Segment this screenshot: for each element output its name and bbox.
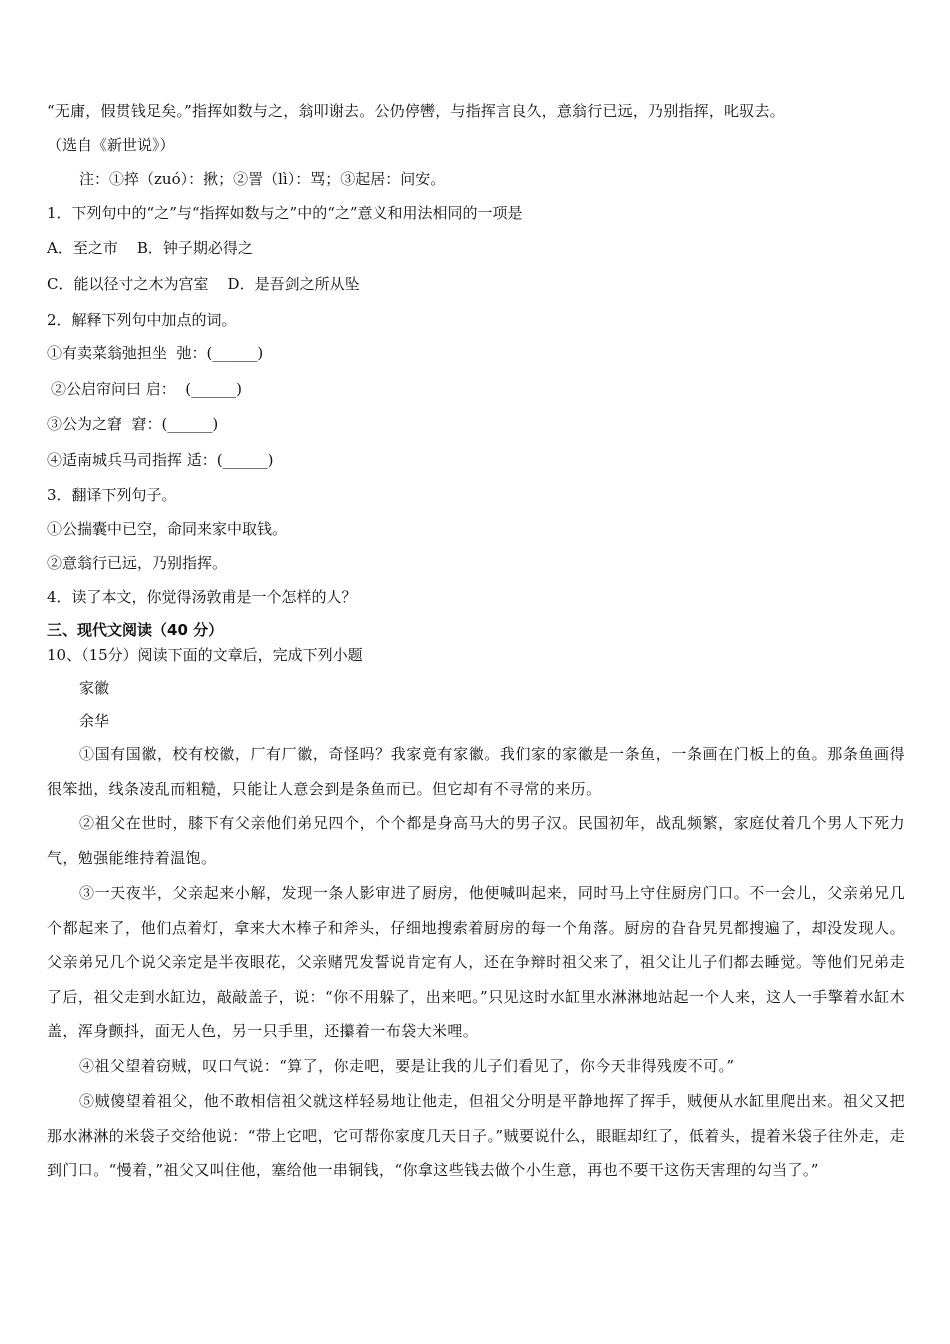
question-4: 4．读了本文，你觉得汤敦甫是一个怎样的人？: [47, 588, 357, 606]
question-1-options-ab: A．至之市 B．钟子期必得之: [47, 239, 253, 257]
question-1-options-cd: C．能以径寸之木为宫室 D．是吾剑之所从坠: [47, 275, 360, 293]
question-1: 1．下列句中的“之”与“指挥如数与之”中的“之”意义和用法相同的一项是: [47, 204, 523, 222]
article-title: 家徽: [79, 679, 110, 697]
question-2-item-2: ②公启帘问曰 启： (______): [51, 380, 243, 398]
question-2-item-4: ④适南城兵马司指挥 适：(______): [47, 451, 274, 469]
section-heading: 三、现代文阅读（40 分）: [47, 621, 224, 639]
classical-text-line: “无庸，假贯钱足矣。”指挥如数与之，翁叩谢去。公仍停轡，与指挥言良久，意翁行已远，乃别指挥，叱驭去。: [47, 102, 785, 120]
question-2-item-3: ③公为之窘 窘：(______): [47, 415, 219, 433]
question-10: 10、（15分）阅读下面的文章后，完成下列小题: [47, 646, 363, 664]
question-3-item-2: ②意翁行已远，乃别指挥。: [47, 554, 228, 572]
question-3: 3．翻译下列句子。: [47, 486, 177, 504]
article-paragraph-5: ⑤贼傻望着祖父，他不敢相信祖父就这样轻易地让他走，但祖父分明是平静地挥了挥手，贼便从水缸里爬出来。祖父又把那水淋淋的米袋子交给他说：“带上它吧，它可帮你家度几天日子。”贼要说什么，眼眶却红了，低着头，提着米袋子往外走，走到门口。“慢着，”祖父又叫住他，塞给他一串铜钱，“你拿这些钱去做个小生意，再也不要干这伤天害理的勾当了。”: [47, 1092, 905, 1179]
article-author: 余华: [79, 712, 110, 730]
article-paragraph-2: ②祖父在世时，膝下有父亲他们弟兄四个，个个都是身高马大的男子汉。民国初年，战乱频繁，家庭仗着几个男人下死力气，勉强能维持着温饱。: [47, 814, 905, 867]
article-paragraph-1: ①国有国徽，校有校徽，厂有厂徽，奇怪吗？我家竟有家徽。我们家的家徽是一条鱼，一条画在门板上的鱼。那条鱼画得很笨拙，线条凌乱而粗糙，只能让人意会到是条鱼而已。但它却有不寻常的来历。: [47, 745, 905, 798]
question-2: 2．解释下列句中加点的词。: [47, 311, 237, 329]
annotation-notes: 注：①捽（zuó）：揪；②詈（lì）：骂；③起居：问安。: [79, 170, 446, 188]
question-2-item-1: ①有卖菜翁弛担坐 弛：(______): [47, 344, 264, 362]
source-citation: （选自《新世说》）: [47, 136, 175, 154]
question-3-item-1: ①公揣囊中已空，命同来家中取钱。: [47, 520, 288, 538]
article-paragraph-4: ④祖父望着窃贼，叹口气说：“算了，你走吧，要是让我的儿子们看见了，你今天非得残废不可。”: [79, 1057, 735, 1075]
article-paragraph-3: ③一天夜半，父亲起来小解，发现一条人影审进了厨房，他便喊叫起来，同时马上守住厨房门口。不一会儿，父亲弟兄几个都起来了，他们点着灯，拿来大木棒子和斧头，仔细地搜索着厨房的每一个角落。厨房的旮旮旯旯都搜遍了，却没发现人。父亲弟兄几个说父亲定是半夜眼花，父亲赌咒发誓说肯定有人，还在争辩时祖父来了，祖父让儿子们都去睡觉。等他们兄弟走了后，祖父走到水缸边，敲敲盖子，说：“你不用躲了，出来吧。”只见这时水缸里水淋淋地站起一个人来，这人一手擎着水缸木盖，浑身颤抖，面无人色，另一只手里，还攥着一布袋大米哩。: [47, 884, 905, 1040]
